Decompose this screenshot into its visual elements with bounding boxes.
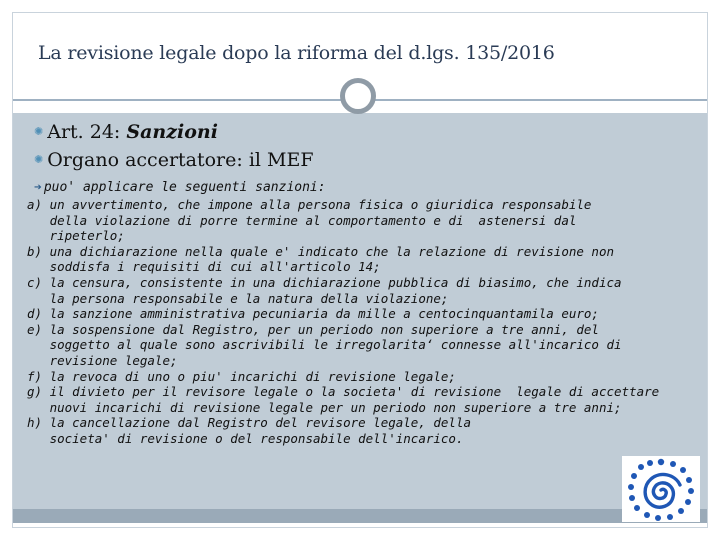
lead-line — [34, 180, 326, 195]
lead-text: puo' applicare le seguenti sanzioni: — [43, 180, 326, 195]
spiral-logo-icon — [622, 456, 700, 522]
list-item: revisione legale; — [27, 352, 178, 368]
list-item: c) la censura, consistente in una dichiarazione pubblica di biasimo, che indica — [27, 274, 622, 290]
organ-text: Organo accertatore: il MEF — [47, 149, 314, 171]
slide-title: La revisione legale dopo la riforma del d.lgs. 135/2016 — [38, 42, 555, 64]
list-item: nuovi incarichi di revisione legale per un periodo non superiore a tre anni; — [27, 399, 622, 415]
list-item: la persona responsabile e la natura della violazione; — [27, 290, 449, 306]
bullet-article — [34, 121, 218, 143]
article-topic: Sanzioni — [126, 121, 218, 143]
bottom-band — [13, 509, 707, 523]
sanctions-list — [27, 197, 697, 447]
article-prefix: Art. 24: — [47, 121, 127, 143]
list-item: b) una dichiarazione nella quale e' indicato che la relazione di revisione non — [27, 243, 614, 259]
list-item: della violazione di porre termine al comportamento e di astenersi dal — [27, 212, 577, 228]
list-item: soggetto al quale sono ascrivibili le irregolarita‘ connesse all'incarico di — [27, 337, 622, 353]
list-item: ripeterlo; — [27, 228, 125, 244]
list-item: a) un avvertimento, che impone alla persona fisica o giuridica responsabile — [27, 197, 592, 212]
list-item: societa' di revisione o del responsabile dell'incarico. — [27, 430, 464, 446]
sun-bullet-icon: ✺ — [34, 125, 44, 138]
list-item: f) la revoca di uno o piu' incarichi di revisione legale; — [27, 368, 456, 384]
list-item: soddisfa i requisiti di cui all'articolo 14; — [27, 259, 381, 275]
ring-ornament-icon — [340, 78, 376, 114]
sun-bullet-icon: ✺ — [34, 153, 44, 166]
bullet-organ — [34, 149, 314, 171]
list-item: e) la sospensione dal Registro, per un periodo non superiore a tre anni, del — [27, 321, 599, 337]
list-item: d) la sanzione amministrativa pecuniaria da mille a centocinquantamila euro; — [27, 306, 599, 322]
list-item: h) la cancellazione dal Registro del revisore legale, della — [27, 415, 472, 431]
right-arrow-icon: ➔ — [34, 180, 42, 195]
list-item: g) il divieto per il revisore legale o la societa' di revisione legale di accettare — [27, 384, 660, 400]
